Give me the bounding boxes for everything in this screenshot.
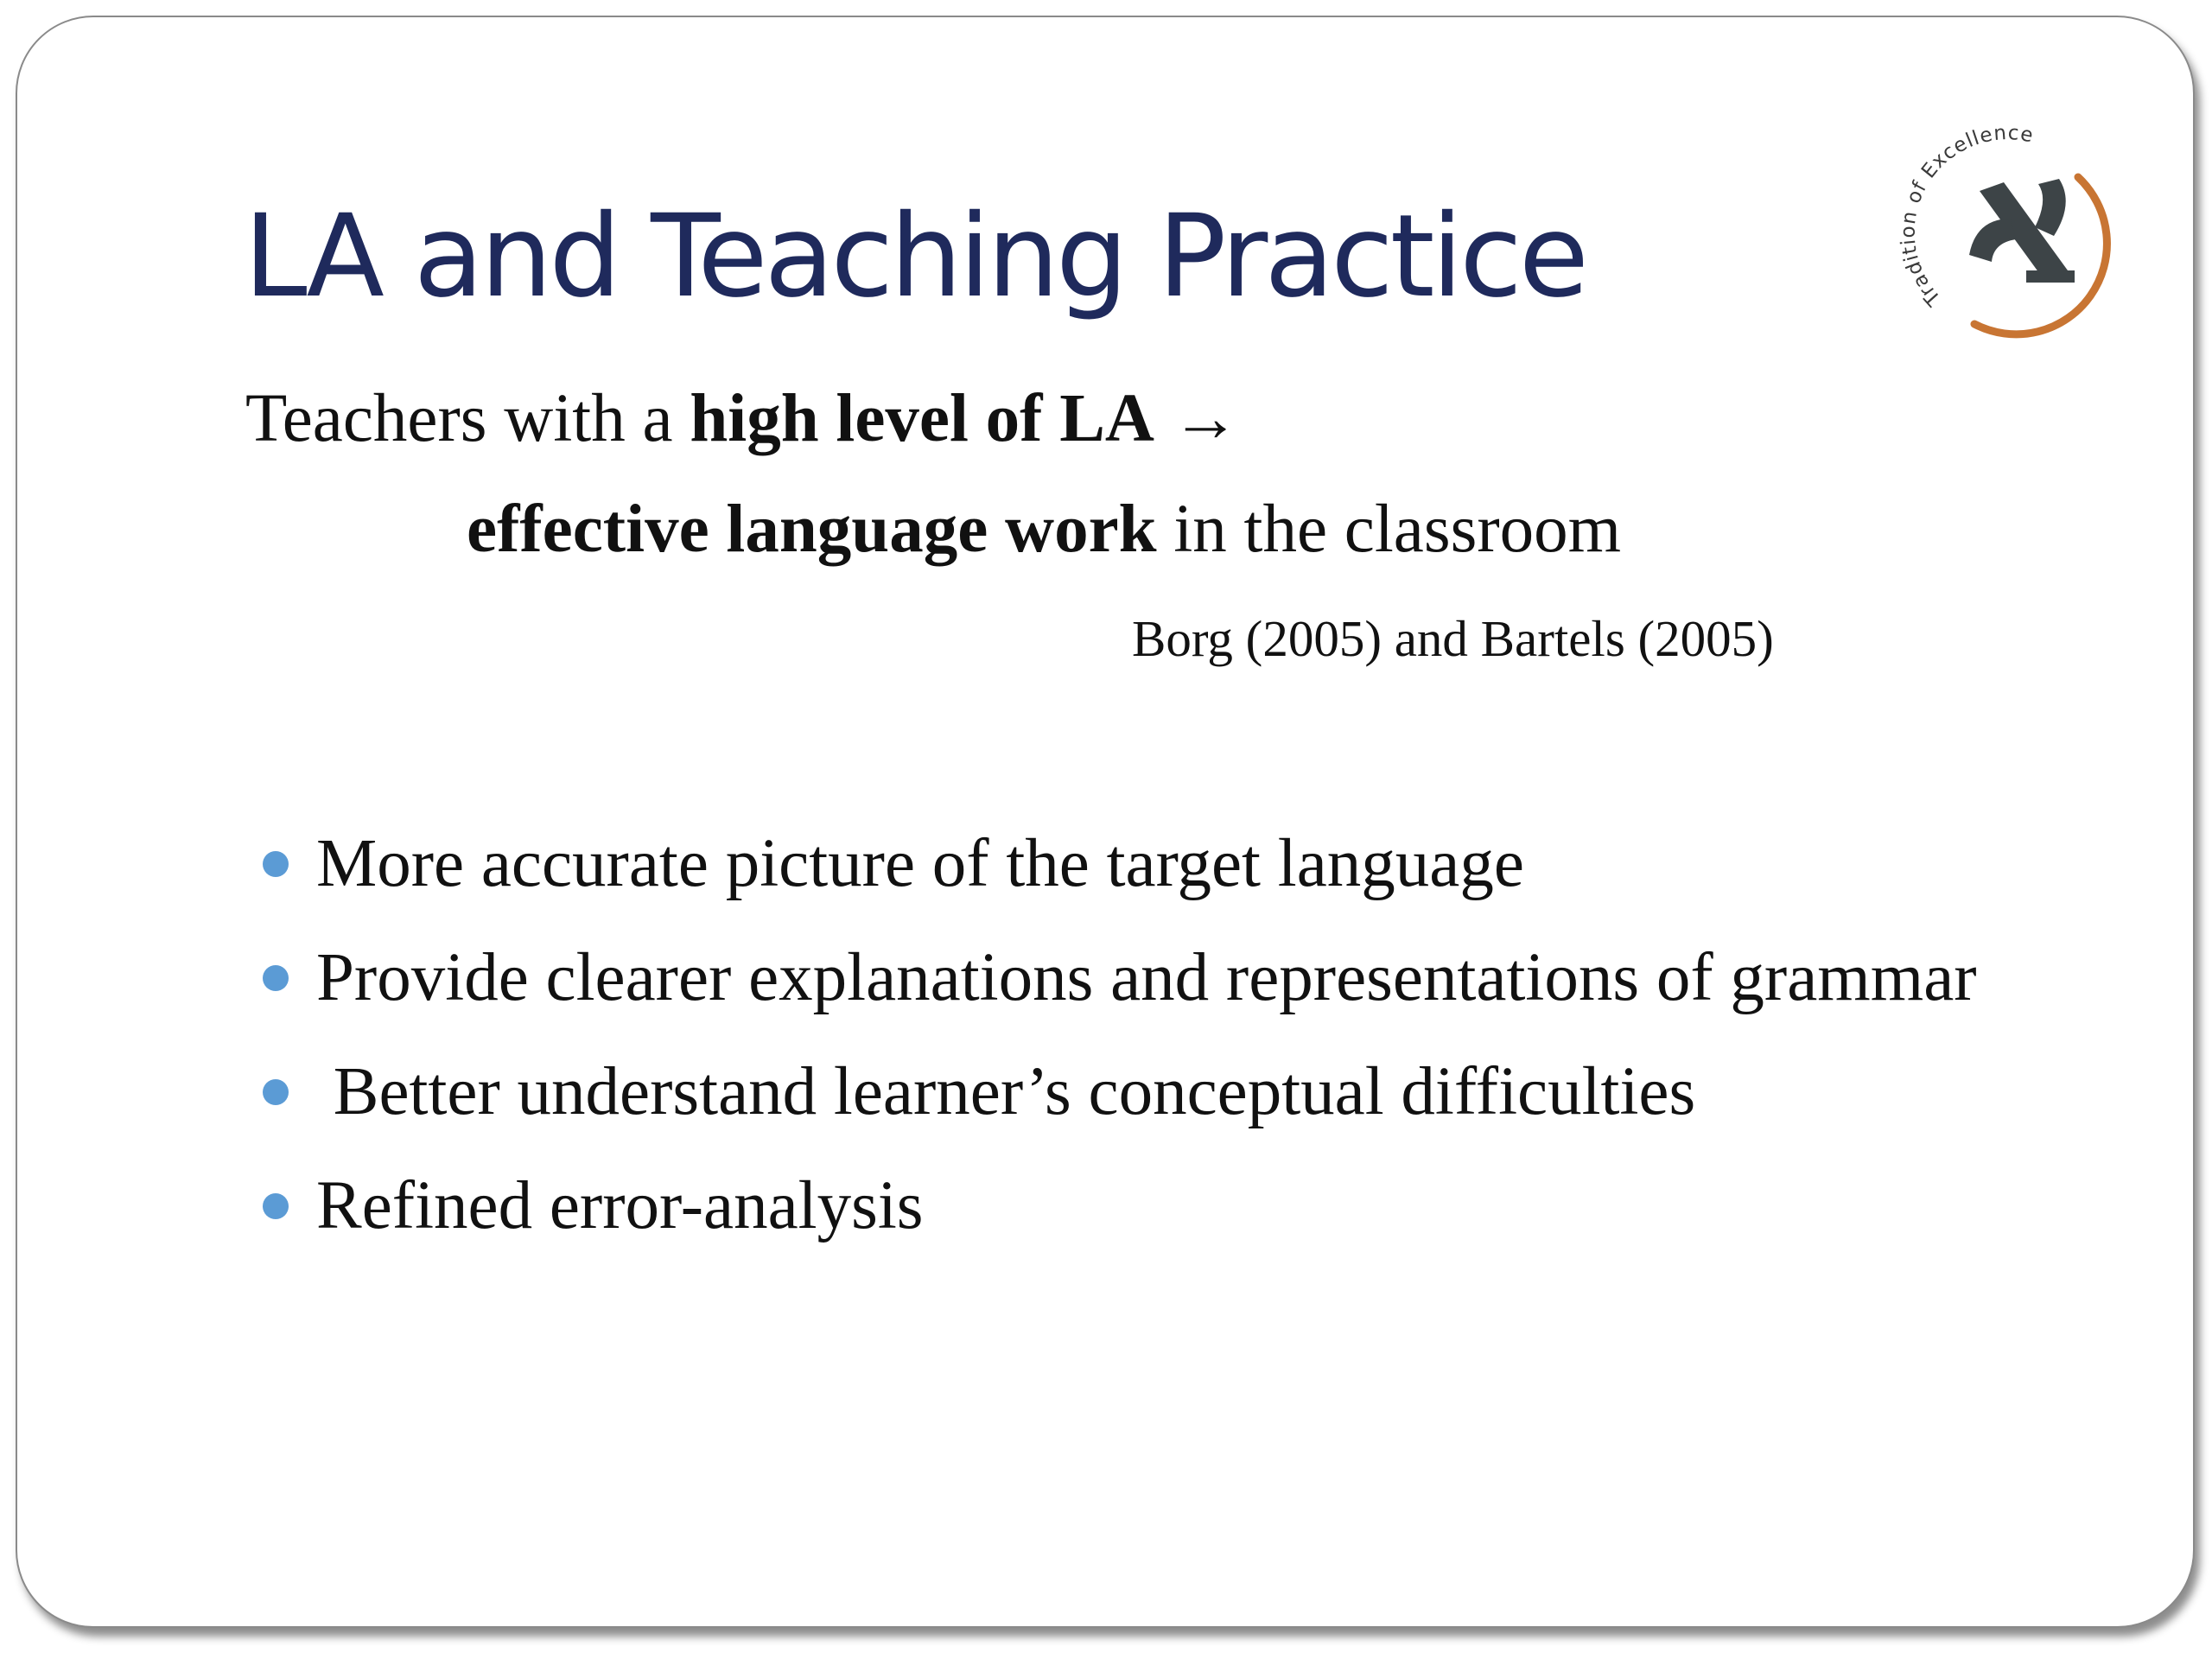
arrow-icon: → <box>1171 381 1240 456</box>
tradition-of-excellence-logo <box>1897 117 2130 350</box>
citation: Borg (2005) and Bartels (2005) <box>1132 610 1774 667</box>
statement-line-1 <box>245 380 1240 458</box>
bullet-text: Refined error-analysis <box>316 1168 924 1243</box>
statement-bold-text: high level of LA <box>690 381 1154 456</box>
statement-plain-text: Teachers with a <box>245 381 690 456</box>
hebrew-letter-logo-icon <box>1969 179 2075 283</box>
logo-ring-text: Tradition of Excellence <box>1897 121 2036 310</box>
bullet-text: Better understand learner’s conceptual difficulties <box>316 1054 1696 1129</box>
slide-title: LA and Teaching Practice <box>244 190 1586 323</box>
statement-line-2 <box>467 491 1621 569</box>
bullet-dot-icon <box>263 1193 289 1219</box>
statement-bold-text-2: effective language work <box>467 492 1157 567</box>
list-item <box>245 1159 1977 1273</box>
bullet-dot-icon <box>263 965 289 991</box>
bullet-text: More accurate picture of the target language <box>316 826 1524 901</box>
list-item <box>245 817 1977 931</box>
bullet-text: Provide clearer explanations and representations of grammar <box>316 940 1977 1015</box>
list-item <box>245 1045 1977 1159</box>
statement-plain-text-2: in the classroom <box>1156 492 1622 567</box>
list-item <box>245 931 1977 1045</box>
slide-frame <box>16 16 2195 1628</box>
bullet-dot-icon <box>263 851 289 877</box>
bullet-list <box>245 817 1977 1273</box>
bullet-dot-icon <box>263 1079 289 1105</box>
